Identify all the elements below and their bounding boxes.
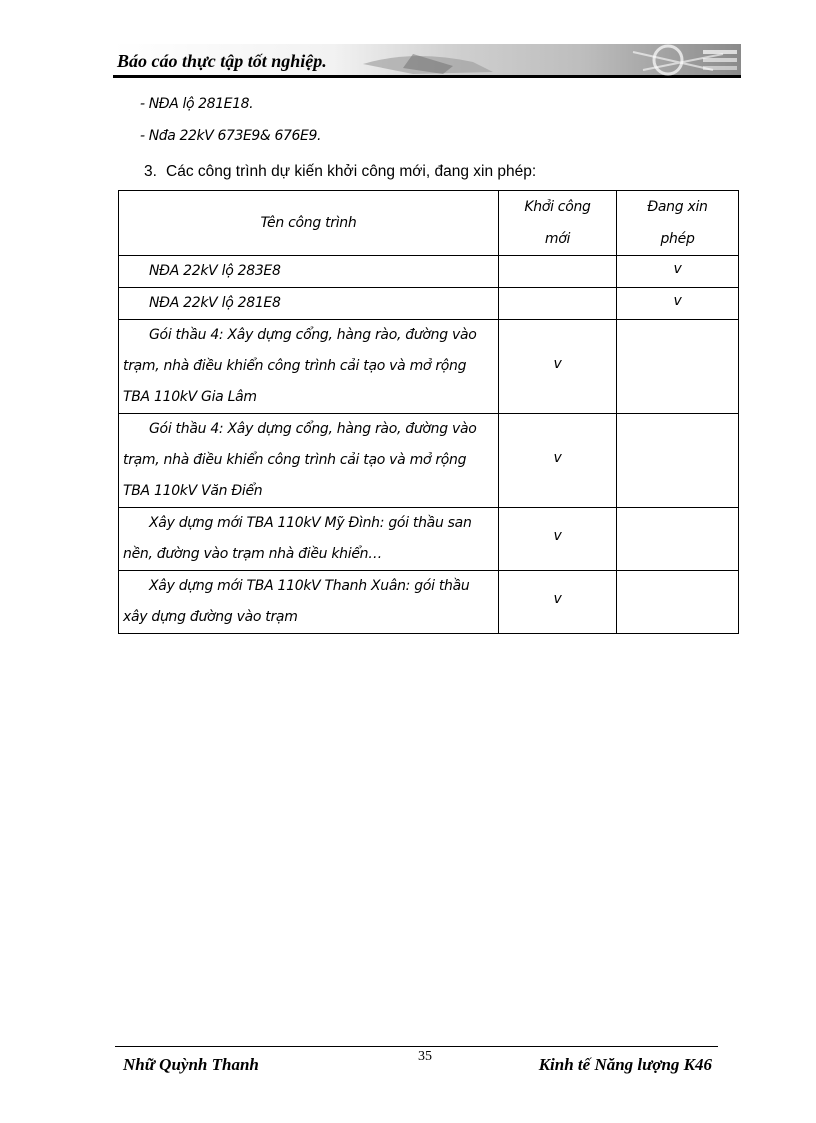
table-row — [119, 256, 739, 288]
cell-permit — [617, 256, 739, 288]
cell-name — [119, 414, 499, 508]
cell-start-text: v — [553, 591, 562, 607]
header-permit-line1: Đang xin — [647, 199, 708, 215]
footer-author: Nhữ Quỳnh Thanh — [123, 1055, 259, 1074]
section-number: 3. — [144, 163, 157, 180]
cell-permit — [617, 508, 739, 571]
cell-name — [119, 508, 499, 571]
list-item: - NĐA lộ 281E18. — [140, 96, 254, 112]
cell-permit-text: v — [673, 292, 682, 309]
header-title: Báo cáo thực tập tốt nghiệp. — [117, 51, 327, 71]
cell-name-text: Gói thầu 4: Xây dựng cổng, hàng rào, đường vào trạm, nhà điều khiển công trình cải tạo và mở rộng TBA 110kV Văn Điển — [123, 421, 477, 499]
cell-permit — [617, 571, 739, 634]
page-header — [113, 44, 741, 78]
cell-permit — [617, 288, 739, 320]
table-row — [119, 414, 739, 508]
table-row — [119, 320, 739, 414]
cell-start — [499, 256, 617, 288]
header-permit-line2: phép — [660, 231, 695, 247]
header-permit — [617, 191, 739, 256]
cell-name — [119, 571, 499, 634]
cell-name — [119, 256, 499, 288]
cell-start-text: v — [553, 528, 562, 544]
page-number: 35 — [418, 1049, 432, 1064]
section-heading — [144, 163, 536, 181]
cell-permit — [617, 414, 739, 508]
cell-name — [119, 288, 499, 320]
table-row — [119, 508, 739, 571]
header-start — [499, 191, 617, 256]
header-name: Tên công trình — [119, 191, 499, 256]
table-header-row — [119, 191, 739, 256]
cell-start — [499, 288, 617, 320]
cell-name-text: NĐA 22kV lộ 283E8 — [149, 263, 281, 279]
cell-name — [119, 320, 499, 414]
cell-start — [499, 571, 617, 634]
cell-name-text: NĐA 22kV lộ 281E8 — [149, 295, 281, 311]
cell-permit-text: v — [673, 260, 682, 277]
works-table — [118, 190, 739, 634]
header-start-line2: mới — [544, 231, 571, 247]
cell-start — [499, 508, 617, 571]
footer-course: Kinh tế Năng lượng K46 — [538, 1055, 712, 1074]
header-start-line1: Khởi công — [524, 199, 591, 215]
cell-name-text: Gói thầu 4: Xây dựng cổng, hàng rào, đường vào trạm, nhà điều khiển công trình cải tạo và mở rộng TBA 110kV Gia Lâm — [123, 327, 477, 405]
cell-name-text: Xây dựng mới TBA 110kV Thanh Xuân: gói thầu xây dựng đường vào trạm — [123, 578, 470, 625]
cell-start-text: v — [553, 449, 562, 466]
table-row — [119, 288, 739, 320]
table-row — [119, 571, 739, 634]
footer-divider — [115, 1046, 718, 1047]
cell-permit — [617, 320, 739, 414]
cell-start — [499, 320, 617, 414]
cell-start — [499, 414, 617, 508]
cell-start-text: v — [553, 355, 562, 372]
list-item: - Nđa 22kV 673E9& 676E9. — [140, 128, 322, 144]
cell-name-text: Xây dựng mới TBA 110kV Mỹ Đình: gói thầu san nền, đường vào trạm nhà điều khiển… — [123, 515, 472, 562]
section-title-text: Các công trình dự kiến khởi công mới, đang xin phép: — [166, 163, 537, 180]
